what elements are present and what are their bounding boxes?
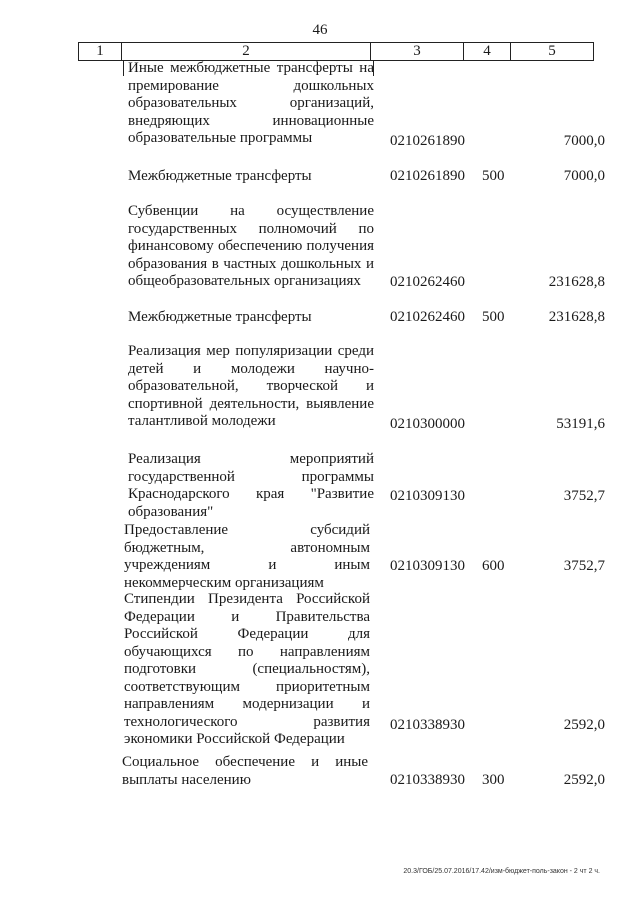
row-code: 0210262460 [390, 274, 465, 290]
row-sum: 7000,0 [563, 133, 605, 149]
row-code: 0210262460 [390, 309, 465, 325]
row-type: 600 [482, 558, 505, 574]
row-description: Предоставление субсидий бюджетным, автономным учреждениям и иным некоммерческим организациям [124, 522, 370, 591]
row-sum: 231628,8 [548, 309, 605, 325]
row-code: 0210309130 [390, 558, 465, 574]
row-sum: 53191,6 [556, 416, 605, 432]
row-description: Межбюджетные трансферты [128, 168, 312, 184]
row-code: 0210309130 [390, 488, 465, 504]
column-header-3: 3 [371, 43, 464, 61]
row-description: Социальное обеспечение и иные выплаты населению [122, 754, 368, 788]
row-description: Субвенции на осуществление государственных полномочий по финансовому обеспечению получения образования в частных дошкольных и общеобразовательных организациях [128, 203, 374, 289]
column-divider [123, 60, 124, 76]
row-type: 500 [482, 168, 505, 184]
row-description: Реализация мероприятий государственной программы Краснодарского края "Развитие образования" [128, 451, 374, 520]
row-sum: 231628,8 [548, 274, 605, 290]
column-header-table [78, 42, 594, 61]
document-footer: 20.3/ГОБ/25.07.2016/17.42/изм-бюджет-поль-закон - 2 чт 2 ч. [403, 868, 600, 875]
row-code: 0210300000 [390, 416, 465, 432]
row-description: Реализация мер популяризации среди детей и молодежи научно-образовательной, творческой и спортивной деятельности, выявление талантливой молодежи [128, 343, 374, 429]
row-code: 0210261890 [390, 168, 465, 184]
row-description: Стипендии Президента Российской Федерации и Правительства Российской Федерации для обучающихся по направлениям подготовки (специальностям), соответствующим приоритетным направлениям модернизации и технологического развития экономики Российской Федерации [124, 591, 370, 747]
row-description: Межбюджетные трансферты [128, 309, 312, 325]
row-type: 500 [482, 309, 505, 325]
row-sum: 7000,0 [563, 168, 605, 184]
column-header-2: 2 [122, 43, 371, 61]
row-code: 0210261890 [390, 133, 465, 149]
row-code: 0210338930 [390, 717, 465, 733]
row-description: Иные межбюджетные трансферты на премирование дошкольных образовательных организаций, внедряющих инновационные образовательные программы [128, 60, 374, 146]
row-sum: 2592,0 [563, 772, 605, 788]
page-number: 46 [312, 22, 328, 38]
column-header-5: 5 [511, 43, 594, 61]
row-sum: 2592,0 [563, 717, 605, 733]
row-code: 0210338930 [390, 772, 465, 788]
column-header-1: 1 [79, 43, 122, 61]
row-sum: 3752,7 [563, 558, 605, 574]
row-type: 300 [482, 772, 505, 788]
column-header-4: 4 [464, 43, 511, 61]
row-sum: 3752,7 [563, 488, 605, 504]
